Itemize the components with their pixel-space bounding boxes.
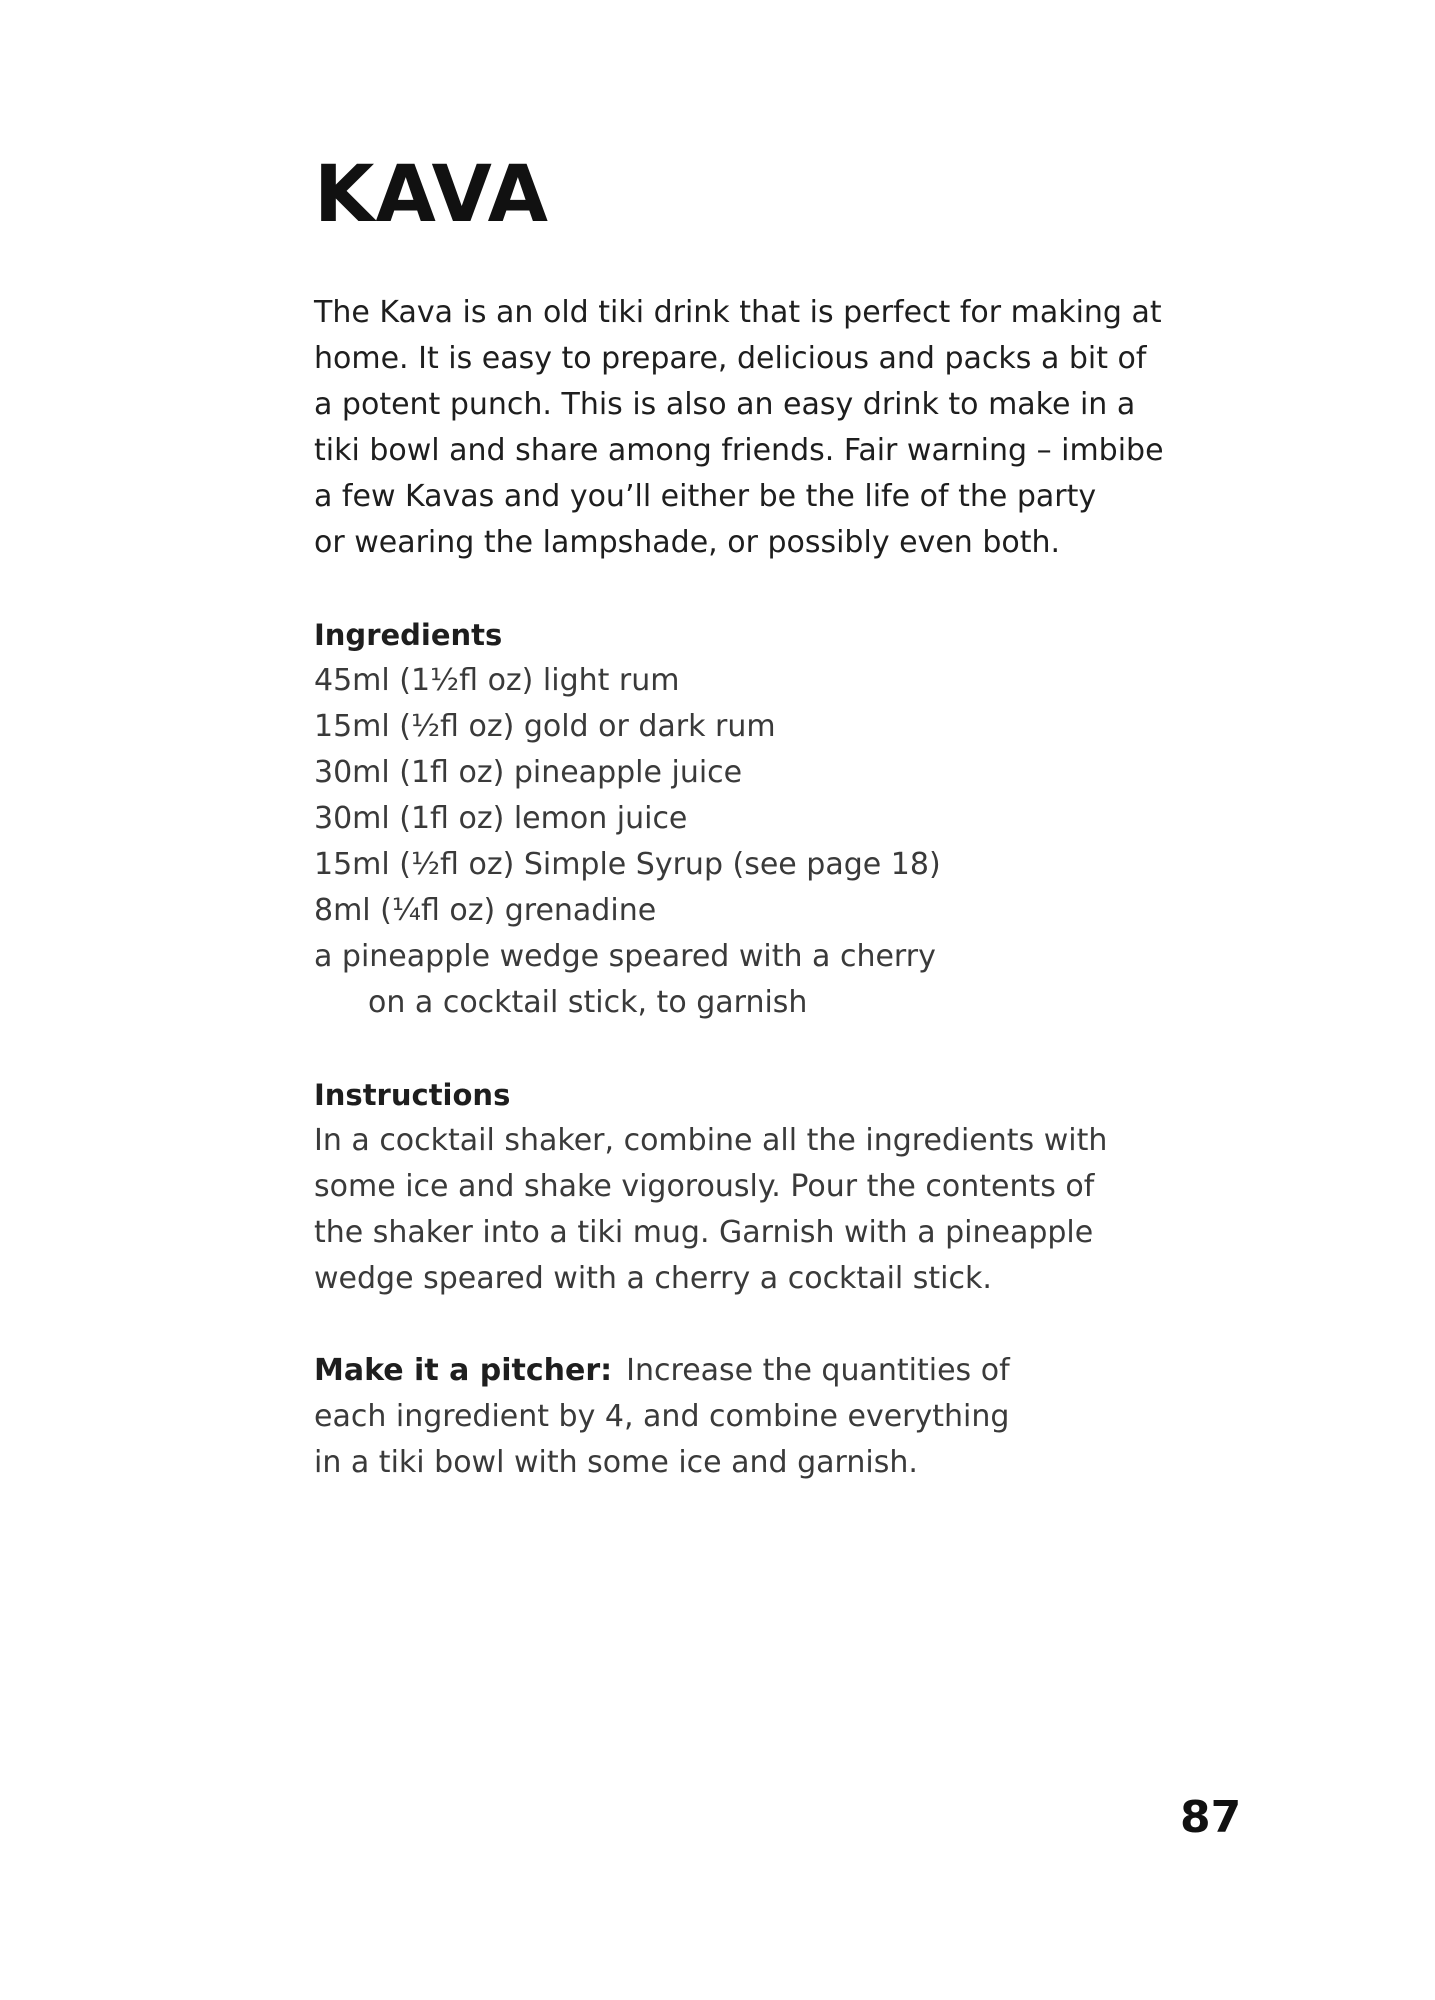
pitcher-line: each ingredient by 4, and combine everything [314, 1399, 1010, 1434]
ingredients-section [314, 612, 1214, 1026]
instructions-line: some ice and shake vigorously. Pour the contents of [314, 1169, 1095, 1204]
intro-paragraph [314, 290, 1194, 566]
pitcher-note [314, 1348, 1074, 1486]
instructions-heading: Instructions [314, 1078, 511, 1112]
intro-line: or wearing the lampshade, or possibly even both. [314, 525, 1061, 560]
instructions-section [314, 1072, 1214, 1302]
list-item: 30ml (1fl oz) pineapple juice [314, 755, 743, 790]
list-item: 15ml (½fl oz) Simple Syrup (see page 18) [314, 847, 941, 882]
instructions-text [314, 1118, 1174, 1302]
list-item: 45ml (1½fl oz) light rum [314, 663, 680, 698]
intro-line: home. It is easy to prepare, delicious and packs a bit of [314, 341, 1147, 376]
intro-line: a few Kavas and you’ll either be the life of the party [314, 479, 1097, 514]
intro-line: tiki bowl and share among friends. Fair warning – imbibe [314, 433, 1164, 468]
list-item: 30ml (1fl oz) lemon juice [314, 801, 688, 836]
instructions-line: the shaker into a tiki mug. Garnish with a pineapple [314, 1215, 1094, 1250]
ingredients-heading: Ingredients [314, 618, 503, 652]
ingredients-list [314, 658, 1214, 1026]
pitcher-line: Increase the quantities of [626, 1353, 1010, 1388]
list-item: a pineapple wedge speared with a cherry [314, 939, 936, 974]
instructions-line: In a cocktail shaker, combine all the ingredients with [314, 1123, 1108, 1158]
intro-line: The Kava is an old tiki drink that is perfect for making at [314, 295, 1162, 330]
list-item: 8ml (¼fl oz) grenadine [314, 893, 657, 928]
list-item-continuation: on a cocktail stick, to garnish [368, 985, 808, 1020]
recipe-title: KAVA [314, 150, 549, 240]
pitcher-first-line [314, 1348, 1074, 1394]
recipe-content [314, 150, 1214, 1486]
instructions-line: wedge speared with a cherry a cocktail stick. [314, 1261, 992, 1296]
pitcher-label: Make it a pitcher: [314, 1353, 613, 1388]
list-item: 15ml (½fl oz) gold or dark rum [314, 709, 776, 744]
page-number: 87 [1180, 1792, 1242, 1843]
intro-line: a potent punch. This is also an easy drink to make in a [314, 387, 1136, 422]
pitcher-line: in a tiki bowl with some ice and garnish. [314, 1445, 918, 1480]
